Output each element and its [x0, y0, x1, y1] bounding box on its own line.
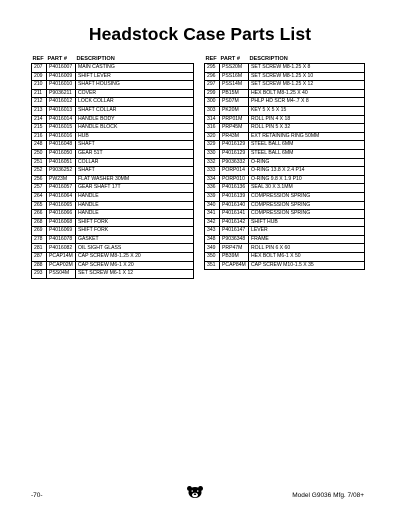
part-number-cell: PCAP84M	[220, 261, 249, 270]
part-number-cell: P4016082	[47, 244, 76, 253]
ref-cell: 333	[205, 167, 220, 176]
table-row	[32, 192, 194, 201]
description-cell: HANDLE BLOCK	[76, 124, 194, 133]
ref-cell: 303	[205, 106, 220, 115]
ref-cell: 339	[205, 192, 220, 201]
part-number-cell: PORP010	[220, 175, 249, 184]
ref-cell: 330	[205, 149, 220, 158]
description-cell: ROLL PIN 5 X 32	[249, 124, 365, 133]
table-row	[205, 210, 365, 219]
part-number-cell: PRP01M	[220, 115, 249, 124]
ref-cell: 316	[205, 124, 220, 133]
ref-cell: 295	[205, 64, 220, 73]
part-number-cell: PB15M	[220, 89, 249, 98]
ref-cell: 256	[32, 175, 47, 184]
ref-cell: 207	[32, 64, 47, 73]
ref-cell: 252	[32, 167, 47, 176]
description-cell: LOCK COLLAR	[76, 98, 194, 107]
description-cell: HANDLE	[76, 210, 194, 219]
part-number-cell: PSS20M	[220, 64, 249, 73]
table-row	[32, 253, 194, 262]
table-row	[32, 132, 194, 141]
part-number-cell: P4016014	[47, 115, 76, 124]
part-number-cell: PS07M	[220, 98, 249, 107]
table-row	[205, 141, 365, 150]
ref-cell: 297	[205, 81, 220, 90]
table-row	[32, 210, 194, 219]
parts-table-left-body	[32, 64, 194, 279]
ref-cell: 334	[205, 175, 220, 184]
part-number-cell: P4016057	[47, 184, 76, 193]
description-cell: CAP SCREW M6-1 X 20	[76, 261, 194, 270]
description-cell: SEAL 30 X 3.1MM	[249, 184, 365, 193]
table-row	[205, 115, 365, 124]
description-cell: HANDLE	[76, 201, 194, 210]
ref-cell: 314	[205, 115, 220, 124]
table-row	[32, 227, 194, 236]
page-title: Headstock Case Parts List	[88, 24, 312, 44]
table-row	[32, 106, 194, 115]
table-row	[205, 175, 365, 184]
ref-cell: 215	[32, 124, 47, 133]
table-row	[32, 141, 194, 150]
description-cell: COVER	[76, 89, 194, 98]
part-number-cell: PSS04M	[47, 270, 76, 279]
part-number-cell: P9036332	[220, 158, 249, 167]
table-row	[32, 115, 194, 124]
ref-cell: 213	[32, 106, 47, 115]
table-row	[205, 98, 365, 107]
table-row	[32, 235, 194, 244]
part-number-cell: P4016050	[47, 149, 76, 158]
ref-cell: 216	[32, 132, 47, 141]
part-number-cell: P9036211	[47, 89, 76, 98]
part-number-cell: PORP014	[220, 167, 249, 176]
description-cell: O-RING	[249, 158, 365, 167]
description-cell: PHLP HD SCR M4-.7 X 8	[249, 98, 365, 107]
table-row	[205, 261, 365, 270]
ref-cell: 251	[32, 158, 47, 167]
description-cell: OIL SIGHT GLASS	[76, 244, 194, 253]
ref-cell: 350	[205, 253, 220, 262]
ref-cell: 209	[32, 72, 47, 81]
page-number: -70-	[31, 492, 43, 499]
table-row	[205, 149, 365, 158]
ref-column-header: REF	[32, 56, 44, 62]
part-number-cell: PK20M	[220, 106, 249, 115]
table-row	[32, 64, 194, 73]
table-row	[205, 106, 365, 115]
table-row	[205, 124, 365, 133]
table-row	[32, 167, 194, 176]
description-cell: SHIFT HUB	[249, 218, 365, 227]
table-row	[205, 235, 365, 244]
table-row	[205, 227, 365, 236]
part-number-cell: PCAP14M	[47, 253, 76, 262]
ref-cell: 268	[32, 218, 47, 227]
description-cell: COLLAR	[76, 158, 194, 167]
description-cell: COMPRESSION SPRING	[249, 192, 365, 201]
ref-cell: 341	[205, 210, 220, 219]
table-row	[32, 184, 194, 193]
ref-cell: 248	[32, 141, 47, 150]
description-cell: ROLL PIN 6 X 60	[249, 244, 365, 253]
ref-cell: 299	[205, 89, 220, 98]
description-cell: ROLL PIN 4 X 18	[249, 115, 365, 124]
part-number-cell: P4016136	[220, 184, 249, 193]
ref-cell: 264	[32, 192, 47, 201]
description-cell: GASKET	[76, 235, 194, 244]
description-cell: O-RING 13.8 X 2.4 P14	[249, 167, 365, 176]
description-cell: FRAME	[249, 235, 365, 244]
part-number-cell: PRP47M	[220, 244, 249, 253]
table-row	[205, 184, 365, 193]
table-row	[32, 89, 194, 98]
table-row	[32, 244, 194, 253]
table-row	[32, 124, 194, 133]
description-cell: HANDLE BODY	[76, 115, 194, 124]
table-row	[205, 253, 365, 262]
description-cell: KEY 5 X 5 X 15	[249, 106, 365, 115]
description-cell: HEX BOLT M6-1 X 50	[249, 253, 365, 262]
description-cell: SHAFT HOUSING	[76, 81, 194, 90]
ref-cell: 288	[32, 261, 47, 270]
description-cell: HUB	[76, 132, 194, 141]
part-number-cell: P4016012	[47, 98, 76, 107]
ref-cell: 300	[205, 98, 220, 107]
table-row	[205, 72, 365, 81]
description-cell: O-RING 9.8 X 1.9 P10	[249, 175, 365, 184]
part-number-cell: P4016064	[47, 192, 76, 201]
part-number-cell: P4016048	[47, 141, 76, 150]
ref-cell: 329	[205, 141, 220, 150]
ref-cell: 211	[32, 89, 47, 98]
description-cell: COMPRESSION SPRING	[249, 210, 365, 219]
description-cell: LEVER	[249, 227, 365, 236]
part-number-cell: P4016142	[220, 218, 249, 227]
description-cell: COMPRESSION SPRING	[249, 201, 365, 210]
ref-cell: 287	[32, 253, 47, 262]
part-number-cell: PCAP02M	[47, 261, 76, 270]
ref-cell: 320	[205, 132, 220, 141]
model-info: Model G9036 Mfg. 7/08+	[292, 492, 364, 499]
description-column-header: DESCRIPTION	[76, 56, 115, 62]
description-cell: SET SCREW M8-1.25 X 12	[249, 81, 365, 90]
description-cell: SHIFT FORK	[76, 218, 194, 227]
table-row	[32, 98, 194, 107]
description-cell: SHIFT LEVER	[76, 72, 194, 81]
description-cell: SET SCREW M8-1.25 X 8	[249, 64, 365, 73]
description-cell: GEAR SHAFT 17T	[76, 184, 194, 193]
part-number-cell: P4016066	[47, 210, 76, 219]
ref-cell: 266	[32, 210, 47, 219]
ref-cell: 348	[205, 235, 220, 244]
part-number-cell: P4016069	[47, 227, 76, 236]
part-number-cell: P4016141	[220, 210, 249, 219]
part-number-cell: PSS14M	[220, 81, 249, 90]
part-number-cell: P4016139	[220, 192, 249, 201]
description-cell: STEEL BALL 6MM	[249, 149, 365, 158]
ref-cell: 342	[205, 218, 220, 227]
table-row	[205, 201, 365, 210]
part-number-cell: PW23M	[47, 175, 76, 184]
ref-cell: 265	[32, 201, 47, 210]
table-row	[32, 175, 194, 184]
part-number-cell: P4016051	[47, 158, 76, 167]
description-cell: HANDLE	[76, 192, 194, 201]
part-number-cell: P4016078	[47, 235, 76, 244]
ref-cell: 349	[205, 244, 220, 253]
description-cell: HEX BOLT M8-1.25 X 40	[249, 89, 365, 98]
table-header-row	[32, 53, 194, 64]
part-number-cell: PR43M	[220, 132, 249, 141]
description-cell: EXT RETAINING RING 50MM	[249, 132, 365, 141]
description-cell: SHAFT	[76, 167, 194, 176]
parts-table-right-body	[205, 64, 365, 270]
ref-cell: 250	[32, 149, 47, 158]
part-column-header: PART #	[220, 56, 240, 62]
part-number-cell: P4016065	[47, 201, 76, 210]
part-number-cell: P4016015	[47, 124, 76, 133]
table-row	[32, 149, 194, 158]
ref-cell: 293	[32, 270, 47, 279]
description-cell: SHAFT	[76, 141, 194, 150]
table-row	[32, 72, 194, 81]
ref-cell: 210	[32, 81, 47, 90]
part-number-cell: P4016013	[47, 106, 76, 115]
ref-cell: 340	[205, 201, 220, 210]
table-row	[205, 132, 365, 141]
table-row	[205, 89, 365, 98]
description-column-header: DESCRIPTION	[249, 56, 288, 62]
bear-logo-icon	[186, 485, 204, 499]
part-number-cell: PB39M	[220, 253, 249, 262]
part-number-cell: P4016007	[47, 64, 76, 73]
description-cell: FLAT WASHER 30MM	[76, 175, 194, 184]
table-row	[32, 158, 194, 167]
part-number-cell: P9036348	[220, 235, 249, 244]
table-row	[32, 270, 194, 279]
description-cell: MAIN CASTING	[76, 64, 194, 73]
ref-cell: 257	[32, 184, 47, 193]
description-cell: SET SCREW M6-1 X 12	[76, 270, 194, 279]
part-number-cell: P9036252	[47, 167, 76, 176]
ref-column-header: REF	[205, 56, 217, 62]
description-cell: STEEL BALL 6MM	[249, 141, 365, 150]
description-cell: CAP SCREW M8-1.25 X 20	[76, 253, 194, 262]
part-number-cell: P4016147	[220, 227, 249, 236]
ref-cell: 214	[32, 115, 47, 124]
ref-cell: 212	[32, 98, 47, 107]
description-cell: SET SCREW M8-1.25 X 10	[249, 72, 365, 81]
part-number-cell: P4016010	[47, 81, 76, 90]
table-row	[32, 261, 194, 270]
part-number-cell: P4016129	[220, 149, 249, 158]
table-row	[205, 244, 365, 253]
ref-cell: 278	[32, 235, 47, 244]
table-row	[32, 201, 194, 210]
table-row	[205, 158, 365, 167]
part-number-cell: P4016009	[47, 72, 76, 81]
part-number-cell: P4016129	[220, 141, 249, 150]
parts-table-right	[204, 53, 365, 270]
parts-table-left	[31, 53, 194, 279]
ref-cell: 281	[32, 244, 47, 253]
table-row	[205, 218, 365, 227]
ref-cell: 343	[205, 227, 220, 236]
part-number-cell: P4016068	[47, 218, 76, 227]
ref-cell: 351	[205, 261, 220, 270]
part-column-header: PART #	[47, 56, 67, 62]
ref-cell: 269	[32, 227, 47, 236]
ref-cell: 296	[205, 72, 220, 81]
description-cell: CAP SCREW M10-1.5 X 35	[249, 261, 365, 270]
description-cell: GEAR 51T	[76, 149, 194, 158]
part-number-cell: P4016016	[47, 132, 76, 141]
ref-cell: 336	[205, 184, 220, 193]
table-row	[205, 64, 365, 73]
table-row	[205, 192, 365, 201]
part-number-cell: PSS16M	[220, 72, 249, 81]
table-row	[205, 81, 365, 90]
table-header-row	[205, 53, 365, 64]
table-row	[205, 167, 365, 176]
ref-cell: 332	[205, 158, 220, 167]
part-number-cell: P4016140	[220, 201, 249, 210]
table-row	[32, 81, 194, 90]
part-number-cell: PRP45M	[220, 124, 249, 133]
table-row	[32, 218, 194, 227]
description-cell: SHIFT FORK	[76, 227, 194, 236]
description-cell: SHAFT COLLAR	[76, 106, 194, 115]
